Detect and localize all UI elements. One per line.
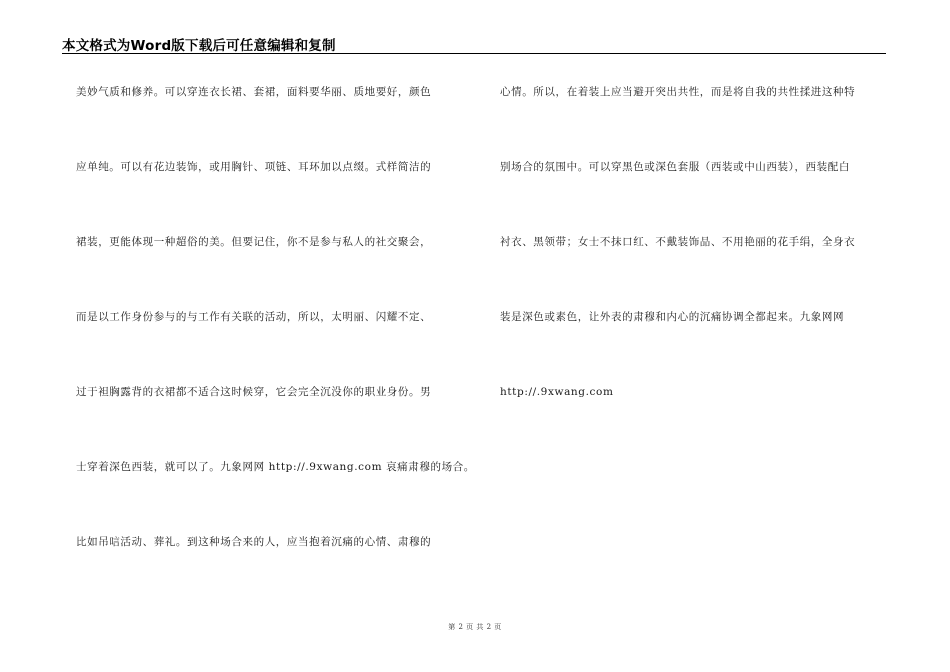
text-line: 而是以工作身份参与的与工作有关联的活动，所以，太明丽、闪耀不定、 [76,311,432,323]
text-line: 美妙气质和修养。可以穿连衣长裙、套裙，面料要华丽、质地要好，颜色 [76,86,432,98]
text-line: http://.9xwang.com [500,386,614,398]
text-line: 应单纯。可以有花边装饰，或用胸针、项链、耳环加以点缀。式样简洁的 [76,161,432,173]
text-line: 过于袒胸露背的衣裙都不适合这时候穿，它会完全沉没你的职业身份。男 [76,386,432,398]
text-line: 别场合的氛围中。可以穿黑色或深色套服（西装或中山西装），西装配白 [500,161,850,173]
text-line: 比如吊唁活动、葬礼。到这种场合来的人，应当抱着沉痛的心情、肃穆的 [76,536,432,548]
text-line: 衬衣、黑领带；女士不抹口红、不戴装饰品、不用艳丽的花手绢，全身衣 [500,236,856,248]
header-divider [62,53,886,54]
page-number-footer: 第 2 页 共 2 页 [448,623,502,631]
text-line: 裙装，更能体现一种超俗的美。但要记住，你不是参与私人的社交聚会， [76,236,432,248]
text-line: 装是深色或素色，让外表的肃穆和内心的沉痛协调全都起来。九象网网 [500,311,845,323]
document-header-title: 本文格式为Word版下载后可任意编辑和复制 [62,38,336,54]
text-line: 士穿着深色西装，就可以了。九象网网 http://.9xwang.com 哀痛肃穆的场合。 [76,461,475,473]
text-line: 心情。所以，在着装上应当避开突出共性，而是将自我的共性揉进这种特 [500,86,856,98]
